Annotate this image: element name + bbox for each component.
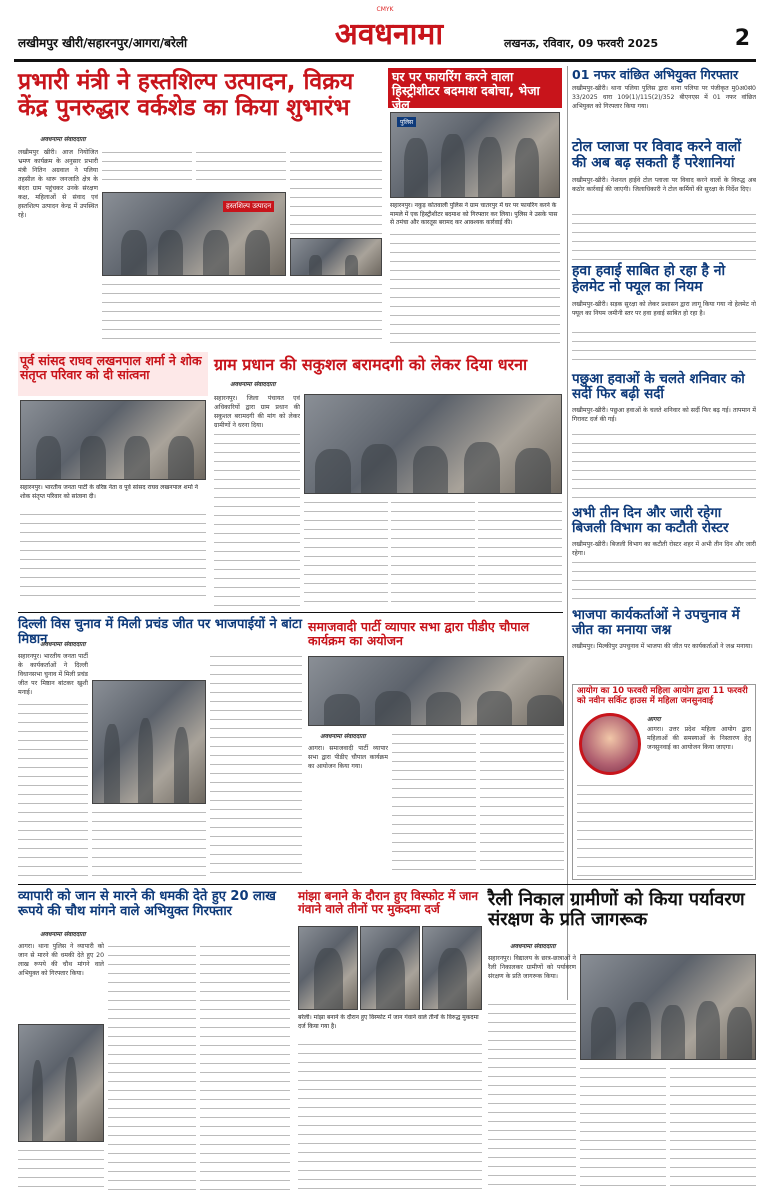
article-body: लखीमपुर-खीरी। नेशनल हाईवे टोल प्लाजा पर विवाद करने वालों के विरुद्ध अब कठोर कार्रवाई की जाएगी। जिलाधिकारी ने टोल कर्मियों की सुरक्षा के निर्देश दिए। <box>572 177 756 193</box>
photo-protest <box>304 394 562 494</box>
article-body: आगरा। समाजवादी पार्टी व्यापार सभा द्वारा पीडीए चौपाल कार्यक्रम का आयोजन किया गया। <box>308 745 388 770</box>
article-body: सहारनपुर। जिला पंचायत एवं अधिकारियों द्वारा ग्राम प्रधान की सकुशल बरामदगी की मांग को लेकर ग्रामीणों ने धरना दिया। <box>214 395 300 429</box>
article-body: आगरा। थाना पुलिस ने व्यापारी को जान से मारने की धमकी देते हुए 20 लाख रूपये की चौथ मांगने वाले अभियुक्त को गिरफ्तार किया। <box>18 943 104 977</box>
article-text-block <box>480 730 564 878</box>
article-text-block <box>214 430 300 606</box>
headline-village-head: ग्राम प्रधान की सकुशल बरामदगी को लेकर दिया धरना <box>214 355 528 374</box>
issue-date: लखनऊ, रविवार, 09 फरवरी 2025 <box>504 37 659 50</box>
byline: अवधनामा संवाददाता <box>40 641 86 648</box>
women-commission-box <box>572 684 756 880</box>
page-number: 2 <box>734 26 750 51</box>
article-text-block <box>391 498 475 606</box>
headline-toll-plaza: टोल प्लाजा पर विवाद करने वालों की अब बढ़ सकती हैं परेशानियां <box>572 139 741 171</box>
article-text-block <box>200 942 290 1192</box>
headline-environment-rally: रैली निकाल ग्रामीणों को किया पर्यावरण संरक्षण के प्रति जागरूक <box>488 889 745 931</box>
portrait-photo <box>579 713 641 775</box>
article-body: लखीमपुर-खीरी। थाना पलिया पुलिस द्वारा थाना पलिया पर पंजीकृत मु0अ0सं0 33/2025 धारा 109(1)/115(2)/352 बीएनएस में 01 नफर वांछित अभियुक्त को गिरफ्तार किया गया। <box>572 85 756 110</box>
headline-handicraft-center: प्रभारी मंत्री ने हस्तशिल्प उत्पादन, विक्रय केंद्र पुनरुद्धार वर्कशेड का किया शुभारंभ <box>18 69 354 121</box>
article-body: सहारनपुर। भारतीय जनता पार्टी के वरिष्ठ नेता व पूर्व सांसद राघव लखनपाल शर्मा ने शोक संतृप्त परिवार को सांत्वना दी। <box>20 484 198 500</box>
article-text-block <box>670 1064 756 1192</box>
article-body: लखीमपुर। मिल्कीपुर उपचुनाव में भाजपा की जीत पर कार्यकर्ताओं ने जश्न मनाया। <box>572 643 753 650</box>
photo-condolence <box>20 400 206 480</box>
headline-power-cut: अभी तीन दिन और जारी रहेगा बिजली विभाग का कटौती रोस्टर <box>572 505 729 537</box>
headline-manjha-blast: मांझा बनाने के दौरान हुए विस्फोट में जान गंवाने वाले तीनों पर मुकदमा दर्ज <box>298 889 479 917</box>
byline: अवधनामा संवाददाता <box>320 733 366 740</box>
headline-bjp-celebration: भाजपा कार्यकर्ताओं ने उपचुनाव में जीत का मनाया जश्न <box>572 607 740 639</box>
article-text-block <box>92 808 206 878</box>
article-text-block <box>577 781 753 877</box>
photo-workshop <box>102 192 286 276</box>
photo-victim-2 <box>360 926 420 1010</box>
headline-women-hearing: आयोग का 10 फरवरी महिला आयोग द्वारा 11 फरवरी को नवीन सर्किट हाउस में महिला जनसुनवाई <box>577 686 748 706</box>
section-divider <box>18 884 756 885</box>
article-text-block <box>390 230 560 350</box>
photo-rally <box>580 954 756 1060</box>
article-text-block <box>18 700 88 878</box>
headline-sp-chaupal: समाजवादी पार्टी व्यापार सभा द्वारा पीडीए चौपाल कार्यक्रम का अयोजन <box>308 619 530 648</box>
article-text-block <box>298 1040 482 1192</box>
article-text-block <box>580 1064 666 1192</box>
article-text-block <box>18 1146 104 1192</box>
article-text-block <box>196 148 286 188</box>
headline-cold-wave: पछुआ हवाओं के चलते शनिवार को सर्दी फिर बढ़ी सर्दी <box>572 371 745 403</box>
article-text-block <box>572 210 756 260</box>
article-text-block <box>478 498 562 606</box>
article-body: लखीमपुर-खीरी। पछुआ हवाओं के चलते शनिवार को सर्दी फिर बढ़ गई। तापमान में गिरावट दर्ज की गई। <box>572 407 756 423</box>
article-text-block <box>108 942 196 1192</box>
byline: अवधनामा संवाददाता <box>40 931 86 938</box>
color-registration-mark: CMYK <box>376 6 394 13</box>
article-text-block <box>572 430 756 502</box>
photo-visit <box>290 238 382 276</box>
article-text-block <box>102 280 382 344</box>
article-body: सहारनपुर। विद्यालय के छात्र-छात्राओं ने रैली निकालकर ग्रामीणों को पर्यावरण संरक्षण के प्रति जागरूक किया। <box>488 955 576 980</box>
headline-condolence: पूर्व सांसद राघव लखनपाल शर्मा ने शोक संतृप्त परिवार को दी सांत्वना <box>20 353 202 382</box>
headline-delhi-victory: दिल्ली विस चुनाव में मिली प्रचंड जीत पर भाजपाईयों ने बांटा मिष्ठान <box>18 617 302 647</box>
photo-victim-1 <box>298 926 358 1010</box>
byline: अवधनामा संवाददाता <box>230 381 276 388</box>
article-text-block <box>572 558 756 604</box>
article-text-block <box>20 510 206 602</box>
headline-historysheeter: घर पर फायरिंग करने वाला हिस्ट्रीशीटर बदमाश दबोचा, भेजा जेल <box>392 69 540 112</box>
byline: आगरा <box>647 716 661 723</box>
section-divider <box>18 612 563 613</box>
byline: अवधनामा संवाददाता <box>510 943 556 950</box>
article-text-block <box>392 730 476 878</box>
byline: अवधनामा संवाददाता <box>40 136 86 143</box>
article-text-block <box>572 328 756 366</box>
photo-sign: हस्तशिल्प उत्पादन <box>223 201 274 212</box>
photo-accused <box>18 1024 104 1142</box>
masthead <box>14 12 756 62</box>
article-text-block <box>488 1000 576 1192</box>
headline-helmet-rule: हवा हवाई साबित हो रहा है नो हेलमेट नो फ्यूल का नियम <box>572 263 726 295</box>
photo-arrest <box>390 112 560 198</box>
article-body: बरेली। मांझा बनाने के दौरान हुए विस्फोट में जान गंवाने वाले तीनों के विरुद्ध मुकदमा दर्ज किया गया है। <box>298 1014 479 1030</box>
article-text-block <box>290 148 382 234</box>
photo-victim-3 <box>422 926 482 1010</box>
article-body: आगरा। उत्तर प्रदेश महिला आयोग द्वारा महिलाओं की समस्याओं के निस्तारण हेतु जनसुनवाई का आयोजन किया जाएगा। <box>647 726 751 751</box>
article-body: लखीमपुर-खीरी। बिजली विभाग का कटौती रोस्टर शहर में अभी तीन दिन और जारी रहेगा। <box>572 541 756 557</box>
article-body: सहारनपुर। भारतीय जनता पार्टी के कार्यकर्ताओं ने दिल्ली विधानसभा चुनाव में मिली प्रचंड जीत पर मिष्ठान बांटकर खुशी मनाई। <box>18 653 88 696</box>
article-body: सहारनपुर। नकुड़ कोतवाली पुलिस ने ग्राम चातरपुर में घर पर फायरिंग करने के मामले में एक हिस्ट्रीशीटर बदमाश को गिरफ्तार कर लिया। पुलिस ने उसके पास से तमंचा और कारतूस बरामद कर आवश्यक कार्रवाई की। <box>390 202 558 226</box>
article-body: लखीमपुर-खीरी। सड़क सुरक्षा को लेकर प्रशासन द्वारा लागू किया गया नो हेलमेट नो फ्यूल का नियम जमीनी स्तर पर हवा हवाई साबित हो रहा है। <box>572 301 756 317</box>
headline-wanted-arrest: 01 नफर वांछित अभियुक्त गिरफ्तार <box>572 67 739 82</box>
article-body: लखीमपुर खीरी। आज नियोजित भ्रमण कार्यक्रम के अनुसार प्रभारी मंत्री नितिन अग्रवाल ने पलिया तहसील के थारू जनजाति क्षेत्र के बंदरा ग्राम पहुंचकर उनके संरक्षण कक्ष, महिलाओं से संवाद एवं हस्तशिल्प उत्पादन केन्द्र में उपस्थित रहे। <box>18 149 98 219</box>
article-text-block <box>304 498 388 606</box>
newspaper-logo: अवधनामा <box>334 17 444 52</box>
headline-extortion: व्यापारी को जान से मारने की धमकी देते हुए 20 लाख रूपये की चौथ मांगने वाले अभियुक्त गिरफ्तार <box>18 889 276 919</box>
article-text-block <box>210 652 302 878</box>
edition-label: लखीमपुर खीरी/सहारनपुर/आगरा/बरेली <box>18 36 188 50</box>
photo-sign: पुलिस <box>397 117 416 127</box>
photo-chaupal <box>308 656 564 726</box>
article-text-block <box>102 148 192 188</box>
photo-sweets <box>92 680 206 804</box>
